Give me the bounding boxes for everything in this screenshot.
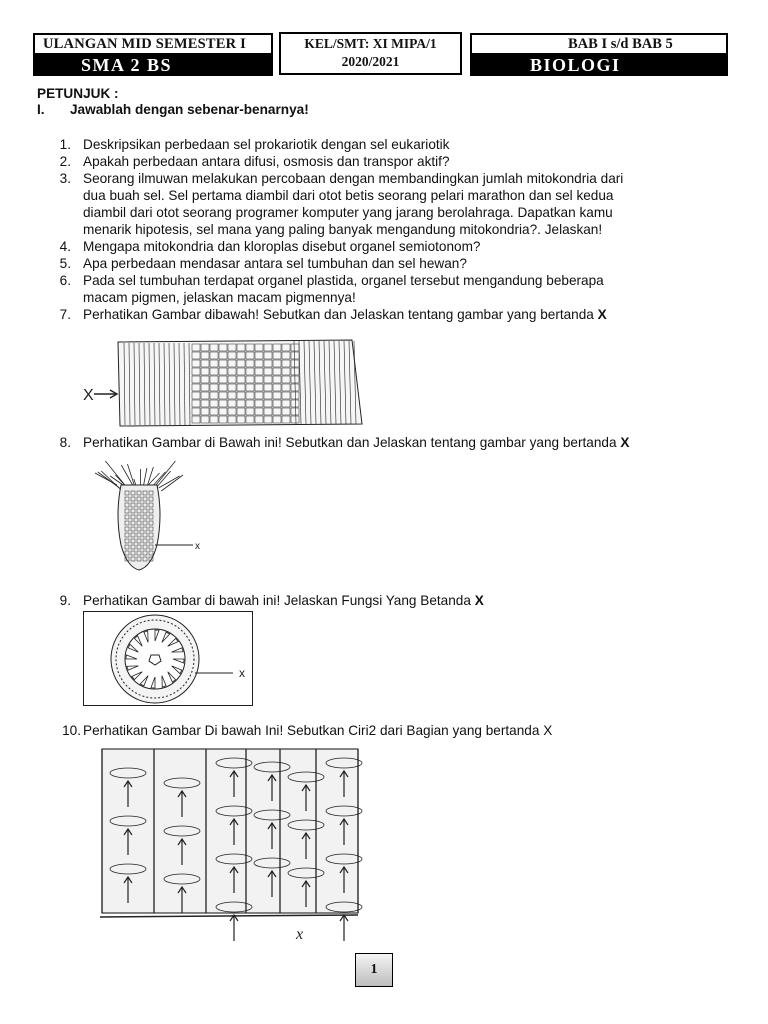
question-number: 1. bbox=[59, 137, 71, 152]
question-body: Perhatikan Gambar dibawah! Sebutkan dan Jelaskan tentang gambar yang bertanda bbox=[83, 307, 594, 322]
question-text: Perhatikan Gambar Di bawah Ini! Sebutkan Ciri2 dari Bagian yang bertanda X bbox=[83, 723, 553, 738]
question-text bbox=[83, 307, 607, 324]
question-number: 4. bbox=[59, 239, 71, 254]
figure-label-x: x bbox=[296, 926, 304, 941]
question-text-line: macam pigmen, jelaskan macam pigmennya! bbox=[83, 290, 356, 305]
figure-label-x: x bbox=[195, 541, 200, 552]
question-number: 9. bbox=[59, 593, 71, 608]
question-text bbox=[83, 593, 484, 610]
question-number: 2. bbox=[59, 154, 71, 169]
question-text-line: diambil dari otot seorang programer komputer yang jarang berolahraga. Dapatkan kamu bbox=[83, 205, 613, 220]
subject-name: BIOLOGI bbox=[470, 55, 728, 76]
question-number: 10. bbox=[62, 723, 81, 738]
class-line: KEL/SMT: XI MIPA/1 bbox=[304, 36, 437, 51]
question-body: Perhatikan Gambar di Bawah ini! Sebutkan dan Jelaskan tentang gambar yang bertanda bbox=[83, 435, 617, 450]
question-text-line: Pada sel tumbuhan terdapat organel plastida, organel tersebut mengandung beberapa bbox=[83, 273, 604, 288]
mark-x: X bbox=[474, 593, 484, 608]
question-number: 3. bbox=[59, 171, 71, 186]
root-tip-figure bbox=[95, 455, 215, 575]
question-number: 5. bbox=[59, 256, 71, 271]
instructions-heading: PETUNJUK : bbox=[37, 86, 119, 101]
question-body: Perhatikan Gambar di bawah ini! Jelaskan Fungsi Yang Betanda bbox=[83, 593, 471, 608]
school-year: 2020/2021 bbox=[341, 54, 400, 69]
school-name: SMA 2 BS bbox=[33, 55, 273, 76]
question-text bbox=[83, 435, 629, 452]
figure-label-x: X bbox=[83, 387, 94, 404]
mark-x: X bbox=[620, 435, 630, 450]
question-text: Apa perbedaan mendasar antara sel tumbuhan dan sel hewan? bbox=[83, 256, 467, 271]
question-number: 7. bbox=[59, 307, 71, 322]
chapter-range: BAB I s/d BAB 5 bbox=[470, 33, 728, 55]
question-text-line: dua buah sel. Sel pertama diambil dari otot betis seorang pelari marathon dan sel kedua bbox=[83, 188, 614, 203]
question-text-line: menarik hipotesis, sel mana yang paling banyak mengandung mitokondria?. Jelaskan! bbox=[83, 222, 603, 237]
question-text-line: Seorang ilmuwan melakukan percobaan dengan membandingkan jumlah mitokondria dari bbox=[83, 171, 624, 186]
figure-label-x: x bbox=[239, 666, 245, 680]
question-text: Deskripsikan perbedaan sel prokariotik dengan sel eukariotik bbox=[83, 137, 450, 152]
question-text: Apakah perbedaan antara difusi, osmosis dan transpor aktif? bbox=[83, 154, 450, 169]
class-semester-box bbox=[279, 32, 462, 75]
section-instruction: Jawablah dengan sebenar-benarnya! bbox=[70, 102, 309, 117]
mark-x: X bbox=[597, 307, 607, 322]
page-number: 1 bbox=[355, 953, 393, 987]
question-number: 6. bbox=[59, 273, 71, 288]
stem-tissue-figure bbox=[80, 332, 370, 432]
question-number: 8. bbox=[59, 435, 71, 450]
exam-title: ULANGAN MID SEMESTER I bbox=[33, 33, 273, 55]
stem-cross-section-figure bbox=[83, 611, 255, 707]
question-text: Mengapa mitokondria dan kloroplas disebut organel semiotonom? bbox=[83, 239, 481, 254]
section-number: I. bbox=[37, 102, 45, 117]
xylem-vessel-figure bbox=[96, 745, 366, 941]
